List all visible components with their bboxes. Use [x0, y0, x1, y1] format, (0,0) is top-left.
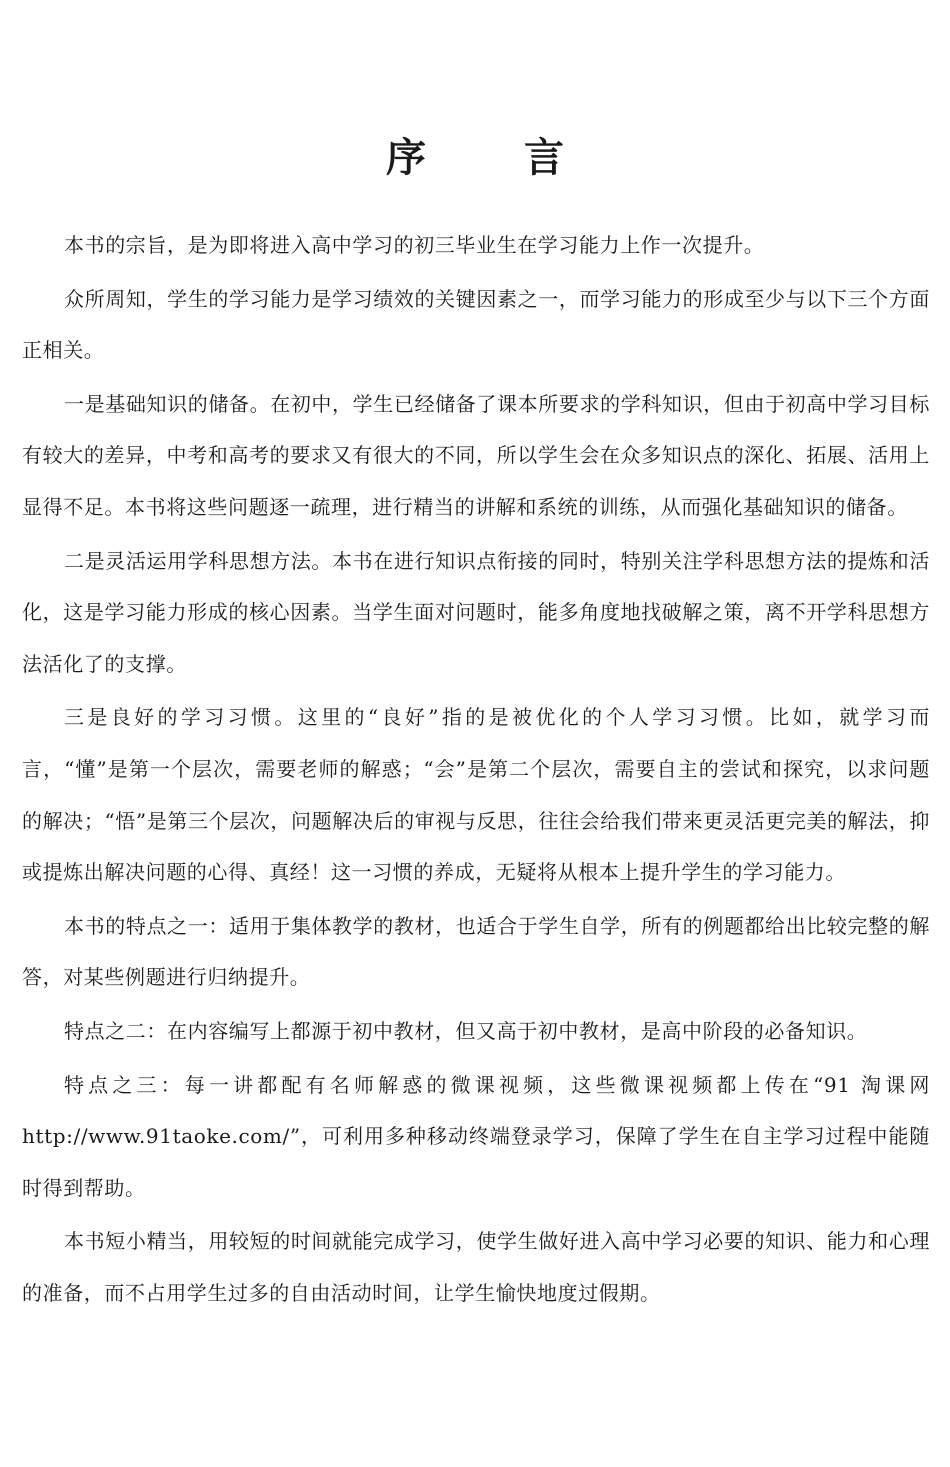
paragraph-study-habits: 三是良好的学习习惯。这里的“良好”指的是被优化的个人学习习惯。比如，就学习而言，“懂”是第一个层次，需要老师的解惑；“会”是第二个层次，需要自主的尝试和探究，以求问题的解决；“悟”是第三个层次，问题解决后的审视与反思，往往会给我们带来更灵活更完美的解法，抑或提炼出解决问题的心得、真经！这一习惯的养成，无疑将从根本上提升学生的学习能力。 — [22, 705, 930, 885]
paragraph-purpose: 本书的宗旨，是为即将进入高中学习的初三毕业生在学习能力上作一次提升。 — [64, 233, 765, 257]
paragraph-feature-two: 特点之二：在内容编写上都源于初中教材，但又高于初中教材，是高中阶段的必备知识。 — [64, 1018, 868, 1043]
paragraph-feature-three: 特点之三：每一讲都配有名师解惑的微课视频，这些微课视频都上传在“91 淘课网 http://www.91taoke.com/”，可利用多种移动终端登录学习，保障了学生在自主学习过程中能随时得到帮助。 — [22, 1072, 937, 1200]
paragraph-feature-one: 本书的特点之一：适用于集体教学的教材，也适合于学生自学，所有的例题都给出比较完整的解答，对某些例题进行归纳提升。 — [22, 913, 930, 990]
paragraph-summary: 本书短小精当，用较短的时间就能完成学习，使学生做好进入高中学习必要的知识、能力和心理的准备，而不占用学生过多的自由活动时间，让学生愉快地度过假期。 — [22, 1229, 930, 1305]
preface-body — [22, 220, 937, 1321]
paragraph-thinking-methods: 二是灵活运用学科思想方法。本书在进行知识点衔接的同时，特别关注学科思想方法的提炼和活化，这是学习能力形成的核心因素。当学生面对问题时，能多角度地找破解之策，离不开学科思想方法活化了的支撑。 — [22, 548, 930, 676]
page-title: 序 言 — [386, 134, 606, 181]
paragraph-basic-knowledge: 一是基础知识的储备。在初中，学生已经储备了课本所要求的学科知识，但由于初高中学习目标有较大的差异，中考和高考的要求又有很大的不同，所以学生会在众多知识点的深化、拓展、活用上显得不足。本书将这些问题逐一疏理，进行精当的讲解和系统的训练，从而强化基础知识的储备。 — [22, 391, 930, 519]
paragraph-overview: 众所周知，学生的学习能力是学习绩效的关键因素之一，而学习能力的形成至少与以下三个方面正相关。 — [22, 286, 930, 363]
